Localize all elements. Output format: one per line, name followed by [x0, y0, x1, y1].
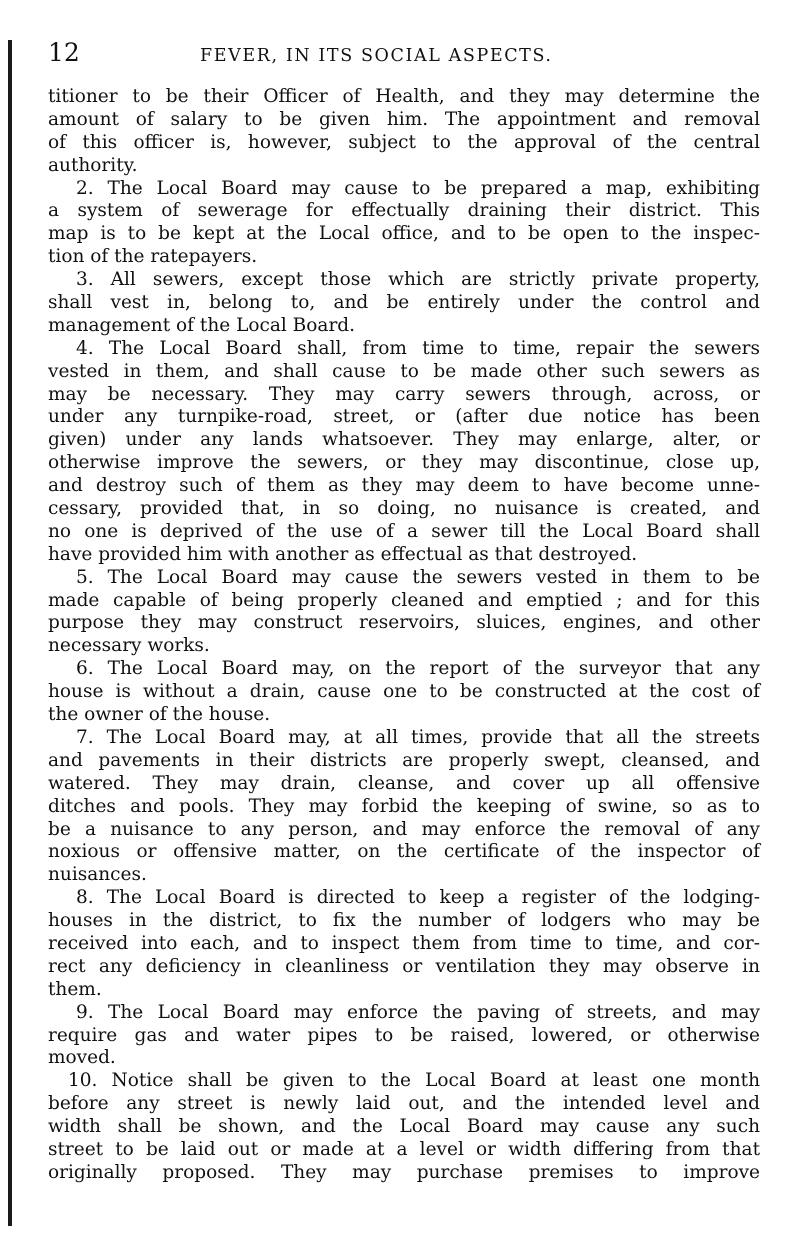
- text-line: made capable of being properly cleaned and emptied ; and for this: [48, 589, 760, 611]
- text-line: the owner of the house.: [48, 704, 271, 726]
- page-edge-shadow: [8, 40, 12, 1226]
- text-line: watered. They may drain, cleanse, and cover up all offensive: [48, 772, 760, 794]
- text-line: tion of the ratepayers.: [48, 246, 258, 268]
- text-line: map is to be kept at the Local office, and to be open to the inspec-: [48, 223, 760, 245]
- text-line: cessary, provided that, in so doing, no nuisance is created, and: [48, 498, 760, 520]
- body-text: [48, 86, 760, 1185]
- text-line: houses in the district, to fix the number of lodgers who may be: [48, 910, 760, 932]
- text-line: of this officer is, however, subject to the approval of the central: [48, 131, 760, 153]
- page-number: 12: [48, 38, 80, 67]
- text-line: 2. The Local Board may cause to be prepared a map, exhibiting: [76, 177, 760, 199]
- text-line: under any turnpike-road, street, or (after due notice has been: [48, 406, 760, 428]
- text-line: a system of sewerage for effectually draining their district. This: [48, 200, 760, 222]
- text-line: 5. The Local Board may cause the sewers vested in them to be: [76, 566, 760, 588]
- text-line: necessary works.: [48, 635, 210, 657]
- text-line: moved.: [48, 1047, 116, 1069]
- text-line: 8. The Local Board is directed to keep a register of the lodging-: [76, 887, 760, 909]
- text-line: 3. All sewers, except those which are strictly private property,: [76, 269, 760, 291]
- text-line: originally proposed. They may purchase premises to improve: [48, 1161, 760, 1183]
- text-line: no one is deprived of the use of a sewer till the Local Board shall: [48, 520, 760, 542]
- page-header: [48, 38, 760, 72]
- text-line: management of the Local Board.: [48, 314, 356, 336]
- text-line: before any street is newly laid out, and the intended level and: [48, 1093, 760, 1115]
- text-line: rect any deficiency in cleanliness or ventilation they may observe in: [48, 955, 760, 977]
- text-line: 9. The Local Board may enforce the paving of streets, and may: [76, 1001, 760, 1023]
- text-line: and destroy such of them as they may deem to have become unne-: [48, 475, 760, 497]
- text-line: vested in them, and shall cause to be made other such sewers as: [48, 360, 760, 382]
- text-line: them.: [48, 978, 102, 1000]
- text-line: may be necessary. They may carry sewers through, across, or: [48, 383, 760, 405]
- text-line: shall vest in, belong to, and be entirely under the control and: [48, 292, 760, 314]
- text-line: street to be laid out or made at a level or width differing from that: [48, 1138, 760, 1160]
- text-line: and pavements in their districts are properly swept, cleansed, and: [48, 749, 760, 771]
- text-line: house is without a drain, cause one to be constructed at the cost of: [48, 681, 760, 703]
- text-line: purpose they may construct reservoirs, sluices, engines, and other: [48, 612, 760, 634]
- running-title: FEVER, IN ITS SOCIAL ASPECTS.: [200, 46, 553, 66]
- text-line: nuisances.: [48, 864, 147, 886]
- text-line: given) under any lands whatsoever. They may enlarge, alter, or: [48, 429, 760, 451]
- text-line: require gas and water pipes to be raised, lowered, or otherwise: [48, 1024, 760, 1046]
- text-line: authority.: [48, 154, 138, 176]
- text-line: 6. The Local Board may, on the report of the surveyor that any: [76, 658, 760, 680]
- text-line: width shall be shown, and the Local Board may cause any such: [48, 1116, 760, 1138]
- text-line: have provided him with another as effectual as that destroyed.: [48, 543, 638, 565]
- text-line: be a nuisance to any person, and may enforce the removal of any: [48, 818, 760, 840]
- text-line: received into each, and to inspect them from time to time, and cor-: [48, 932, 760, 954]
- text-line: otherwise improve the sewers, or they may discontinue, close up,: [48, 452, 760, 474]
- text-line: 10. Notice shall be given to the Local Board at least one month: [68, 1070, 760, 1092]
- text-line: ditches and pools. They may forbid the keeping of swine, so as to: [48, 795, 760, 817]
- text-line: 4. The Local Board shall, from time to time, repair the sewers: [76, 337, 760, 359]
- text-line: amount of salary to be given him. The appointment and removal: [48, 108, 760, 130]
- text-line: titioner to be their Officer of Health, and they may determine the: [48, 86, 760, 107]
- text-line: 7. The Local Board may, at all times, provide that all the streets: [76, 726, 760, 748]
- text-line: noxious or offensive matter, on the certificate of the inspector of: [48, 841, 760, 863]
